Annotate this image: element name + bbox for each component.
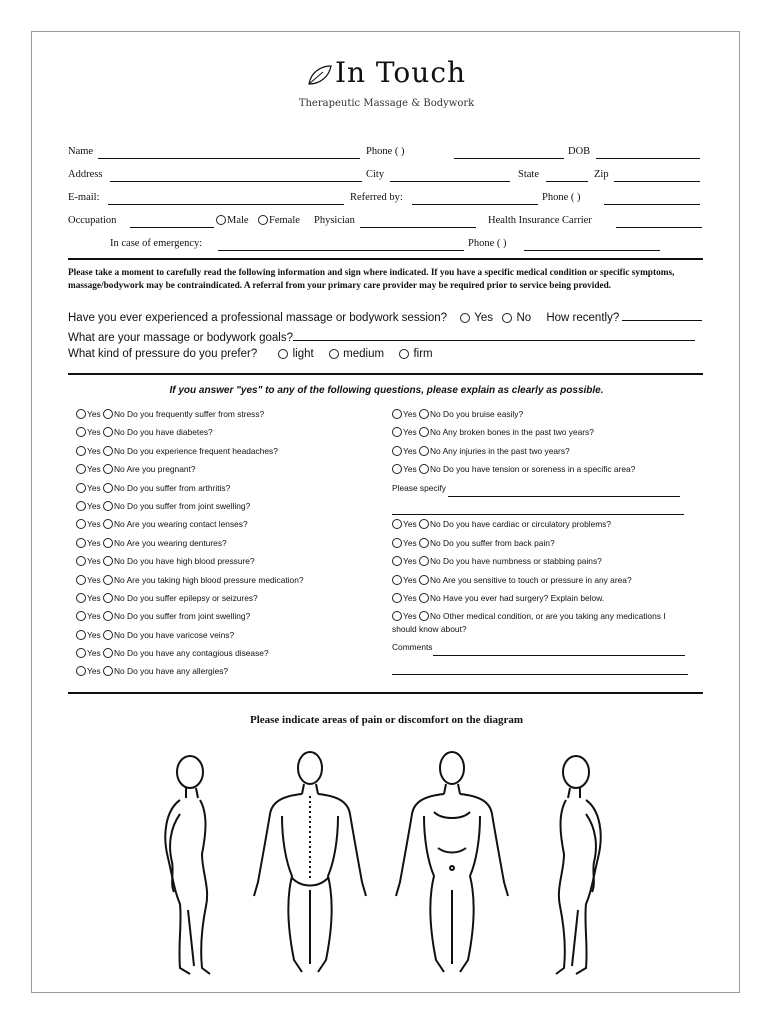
right-question-item [392, 552, 688, 570]
yes-radio[interactable] [392, 519, 402, 529]
emergency-label: In case of emergency: [110, 238, 203, 249]
no-label: No [430, 445, 441, 456]
intake-form-page [31, 31, 740, 993]
yes-radio[interactable] [392, 575, 402, 585]
yes-label: Yes [403, 519, 417, 530]
yes-radio[interactable] [392, 556, 402, 566]
yes-radio[interactable] [392, 427, 402, 437]
no-radio[interactable] [103, 575, 113, 585]
no-label: No [114, 666, 125, 677]
left-question-item [76, 662, 304, 680]
yes-label: Yes [87, 464, 101, 475]
yes-radio[interactable] [76, 501, 86, 511]
question-experienced [68, 310, 708, 324]
state-field[interactable] [546, 169, 588, 182]
question-pressure [68, 348, 708, 360]
no-radio[interactable] [419, 409, 429, 419]
yes-radio[interactable] [76, 666, 86, 676]
experienced-label: Have you ever experienced a professional massage or bodywork session? [68, 312, 448, 324]
yes-label: Yes [87, 556, 101, 567]
question-text: Do you have cardiac or circulatory problems? [443, 519, 612, 530]
row-occupation [68, 215, 708, 231]
no-label: No [114, 445, 125, 456]
yes-label: Yes [87, 519, 101, 530]
question-text: Do you suffer from arthritis? [127, 482, 231, 493]
no-label: No [430, 519, 441, 530]
no-radio[interactable] [103, 556, 113, 566]
please-specify-field-2[interactable] [392, 504, 684, 515]
question-text: Are you sensitive to touch or pressure in any area? [442, 574, 632, 585]
comments-row [392, 638, 688, 656]
left-question-item [76, 626, 304, 644]
right-question-item [392, 571, 688, 589]
referred-field[interactable] [412, 192, 538, 205]
yes-radio[interactable] [76, 630, 86, 640]
male-label: Male [227, 215, 249, 226]
question-text: Do you suffer epilepsy or seizures? [127, 592, 258, 603]
phone2-field[interactable] [604, 192, 700, 205]
yes-radio[interactable] [76, 409, 86, 419]
no-radio[interactable] [419, 593, 429, 603]
yes-radio[interactable] [392, 593, 402, 603]
question-text: Do you have any contagious disease? [127, 648, 269, 659]
no-label: No [430, 409, 441, 419]
pressure-firm[interactable] [399, 348, 432, 360]
row-name [68, 146, 708, 162]
no-radio[interactable] [103, 446, 113, 456]
yes-radio[interactable] [76, 483, 86, 493]
yes-radio[interactable] [76, 611, 86, 621]
no-radio[interactable] [103, 630, 113, 640]
no-label: No [430, 427, 441, 438]
no-label: No [114, 500, 125, 511]
female-option[interactable] [258, 215, 300, 226]
right-question-item [392, 589, 688, 607]
no-radio[interactable] [419, 427, 429, 437]
please-specify-row-2 [392, 497, 688, 515]
goals-field[interactable] [293, 330, 695, 341]
divider-bottom [68, 692, 703, 694]
question-text: Do you experience frequent headaches? [127, 445, 278, 456]
insurance-field[interactable] [616, 215, 702, 228]
yes-radio[interactable] [76, 519, 86, 529]
yes-label: Yes [87, 611, 101, 622]
question-text: should know about? [392, 623, 467, 634]
pressure-medium[interactable] [329, 348, 384, 360]
email-label: E-mail: [68, 192, 100, 203]
experienced-yes-label: Yes [474, 312, 494, 324]
yes-label: Yes [403, 427, 417, 438]
question-text: Do you bruise easily? [443, 409, 524, 419]
no-label: No [430, 611, 441, 622]
no-label: No [114, 648, 125, 659]
goals-label: What are your massage or bodywork goals? [68, 332, 293, 344]
left-question-item [76, 644, 304, 662]
experienced-no-label: No [516, 312, 532, 324]
question-text: Are you wearing dentures? [126, 537, 227, 548]
question-text: Any injuries in the past two years? [442, 445, 570, 456]
no-label: No [430, 556, 441, 567]
address-label: Address [68, 169, 103, 180]
no-label: No [114, 611, 125, 622]
experienced-yes[interactable] [460, 312, 493, 324]
question-text: Do you suffer from joint swelling? [127, 500, 251, 511]
left-question-item [76, 405, 304, 423]
body-side-left-figure[interactable] [140, 754, 226, 980]
no-label: No [430, 464, 441, 475]
no-radio[interactable] [103, 501, 113, 511]
yes-label: Yes [403, 537, 417, 548]
no-radio[interactable] [419, 538, 429, 548]
no-label: No [114, 556, 125, 567]
city-label: City [366, 169, 385, 180]
no-radio[interactable] [103, 519, 113, 529]
physician-label: Physician [314, 215, 355, 226]
yes-radio[interactable] [392, 538, 402, 548]
right-question-item [392, 423, 688, 441]
right-question-list [392, 405, 688, 675]
phone3-label: Phone ( ) [468, 238, 507, 249]
yes-label: Yes [87, 427, 101, 438]
male-option[interactable] [216, 215, 249, 226]
pressure-firm-label: firm [413, 348, 433, 360]
no-label: No [114, 519, 125, 530]
comments-label: Comments [392, 642, 433, 653]
no-radio[interactable] [103, 464, 113, 474]
left-question-item [76, 534, 304, 552]
yes-label: Yes [87, 666, 101, 677]
female-radio[interactable] [258, 215, 268, 225]
referred-label: Referred by: [350, 192, 403, 203]
occupation-label: Occupation [68, 215, 117, 226]
city-field[interactable] [390, 169, 510, 182]
physician-field[interactable] [360, 215, 476, 228]
yes-label: Yes [87, 537, 101, 548]
no-radio[interactable] [103, 427, 113, 437]
yes-radio[interactable] [76, 427, 86, 437]
question-text: Are you wearing contact lenses? [126, 519, 248, 530]
question-text: Do you have any allergies? [127, 666, 229, 677]
yes-label: Yes [403, 574, 417, 585]
female-label: Female [269, 215, 300, 226]
yes-radio[interactable] [76, 538, 86, 548]
no-label: No [430, 574, 441, 585]
yes-label: Yes [403, 445, 417, 456]
no-radio[interactable] [103, 483, 113, 493]
pressure-light-radio[interactable] [278, 349, 288, 359]
question-text: Do you suffer from back pain? [443, 537, 555, 548]
phone2-label: Phone ( ) [542, 192, 581, 203]
experienced-yes-radio[interactable] [460, 313, 470, 323]
name-field[interactable] [98, 146, 360, 159]
divider-top [68, 258, 703, 260]
phone3-field[interactable] [524, 238, 660, 251]
yes-label: Yes [403, 556, 417, 567]
yes-label: Yes [403, 592, 417, 603]
no-radio[interactable] [103, 611, 113, 621]
question-text: Have you ever had surgery? Explain below. [443, 592, 605, 603]
right-question-continuation [392, 620, 688, 638]
no-label: No [114, 629, 125, 640]
row-address [68, 169, 708, 185]
how-recently-field[interactable] [622, 310, 702, 321]
right-question-item [392, 460, 688, 478]
left-question-item [76, 515, 304, 533]
pressure-medium-label: medium [343, 348, 385, 360]
left-question-item [76, 423, 304, 441]
leaf-icon [307, 64, 333, 86]
right-question-item [392, 442, 688, 460]
address-field[interactable] [110, 169, 362, 182]
yes-label: Yes [403, 409, 417, 419]
zip-field[interactable] [614, 169, 700, 182]
question-text: Do you frequently suffer from stress? [127, 409, 265, 419]
yes-radio[interactable] [76, 556, 86, 566]
please-specify-field[interactable] [448, 486, 680, 497]
please-specify-label: Please specify [392, 482, 446, 493]
question-text: Other medical condition, or are you taking any medications I [443, 611, 666, 622]
experienced-no[interactable] [502, 312, 531, 324]
question-text: Do you have numbness or stabbing pains? [443, 556, 602, 567]
yes-radio[interactable] [392, 464, 402, 474]
yes-radio[interactable] [392, 409, 402, 419]
please-specify-row [392, 479, 688, 497]
insurance-label: Health Insurance Carrier [488, 215, 592, 226]
yes-radio[interactable] [76, 464, 86, 474]
no-label: No [114, 464, 125, 475]
zip-label: Zip [594, 169, 609, 180]
no-radio[interactable] [419, 464, 429, 474]
no-radio[interactable] [103, 538, 113, 548]
question-text: Are you taking high blood pressure medication? [126, 574, 304, 585]
no-label: No [114, 537, 125, 548]
yes-label: Yes [87, 592, 101, 603]
left-question-item [76, 589, 304, 607]
yes-label: Yes [87, 409, 101, 419]
question-text: Do you suffer from joint swelling? [127, 611, 251, 622]
yes-radio[interactable] [392, 446, 402, 456]
left-question-item [76, 479, 304, 497]
yes-label: Yes [87, 574, 101, 585]
no-radio[interactable] [103, 666, 113, 676]
no-radio[interactable] [419, 446, 429, 456]
pressure-label: What kind of pressure do you prefer? [68, 348, 258, 360]
no-label: No [430, 592, 441, 603]
left-question-item [76, 552, 304, 570]
divider-middle [68, 373, 703, 375]
no-radio[interactable] [419, 556, 429, 566]
question-text: Do you have tension or soreness in a specific area? [443, 464, 636, 475]
yes-radio[interactable] [76, 593, 86, 603]
question-text: Any broken bones in the past two years? [442, 427, 594, 438]
comments-field-2[interactable] [392, 664, 688, 675]
left-question-item [76, 460, 304, 478]
question-text: Do you have varicose veins? [127, 629, 235, 640]
diagram-title: Please indicate areas of pain or discomfort on the diagram [249, 714, 524, 726]
logo-title [32, 56, 741, 89]
no-radio[interactable] [103, 409, 113, 419]
yes-radio[interactable] [76, 648, 86, 658]
name-label: Name [68, 146, 94, 157]
comments-field[interactable] [433, 645, 685, 656]
row-emergency [68, 238, 708, 254]
right-question-item [392, 405, 688, 423]
occupation-field[interactable] [130, 215, 214, 228]
yes-label: Yes [403, 611, 417, 622]
body-side-right-figure[interactable] [540, 754, 626, 980]
yes-radio[interactable] [76, 575, 86, 585]
question-goals [68, 330, 708, 344]
question-text: Are you pregnant? [126, 464, 196, 475]
dob-label: DOB [568, 146, 591, 157]
yes-radio[interactable] [76, 446, 86, 456]
yes-label: Yes [87, 629, 101, 640]
dob-field[interactable] [596, 146, 700, 159]
no-radio[interactable] [419, 519, 429, 529]
left-question-list [76, 405, 304, 681]
logo-text: In Touch [334, 56, 467, 89]
no-label: No [114, 592, 125, 603]
right-question-item [392, 515, 688, 533]
phone-label: Phone ( ) [366, 146, 405, 157]
yesno-instructions: If you answer "yes" to any of the following questions, please explain as clearly as possible. [169, 385, 604, 396]
body-front-figure[interactable] [394, 750, 510, 980]
comments-row-2 [392, 656, 688, 674]
email-field[interactable] [108, 192, 344, 205]
body-back-figure[interactable] [252, 750, 368, 980]
no-label: No [114, 409, 125, 419]
no-radio[interactable] [419, 575, 429, 585]
state-label: State [518, 169, 539, 180]
yes-label: Yes [87, 500, 101, 511]
no-label: No [114, 574, 125, 585]
right-question-item [392, 534, 688, 552]
subtitle: Therapeutic Massage & Bodywork [298, 98, 475, 109]
left-question-item [76, 497, 304, 515]
yes-label: Yes [87, 445, 101, 456]
notice-text: Please take a moment to carefully read the following information and sign where indicated. If you have a specific medical condition or specific symptoms, massage/bodywork may be contraindicated. A referral from your primary care provider may be required prior to service being provided. [68, 268, 675, 291]
yes-label: Yes [87, 482, 101, 493]
yes-label: Yes [403, 464, 417, 475]
no-label: No [114, 427, 125, 438]
question-text: Do you have diabetes? [127, 427, 213, 438]
how-recently-label: How recently? [546, 312, 620, 324]
phone-field[interactable] [454, 146, 564, 159]
emergency-field[interactable] [218, 238, 464, 251]
left-question-item [76, 571, 304, 589]
no-radio[interactable] [103, 593, 113, 603]
left-question-item [76, 442, 304, 460]
left-question-item [76, 607, 304, 625]
yes-label: Yes [87, 648, 101, 659]
pressure-light[interactable] [278, 348, 313, 360]
question-text: Do you have high blood pressure? [127, 556, 255, 567]
male-radio[interactable] [216, 215, 226, 225]
no-radio[interactable] [103, 648, 113, 658]
experienced-no-radio[interactable] [502, 313, 512, 323]
no-label: No [430, 537, 441, 548]
pressure-light-label: light [292, 348, 314, 360]
row-email [68, 192, 708, 208]
no-label: No [114, 482, 125, 493]
pressure-medium-radio[interactable] [329, 349, 339, 359]
pressure-firm-radio[interactable] [399, 349, 409, 359]
